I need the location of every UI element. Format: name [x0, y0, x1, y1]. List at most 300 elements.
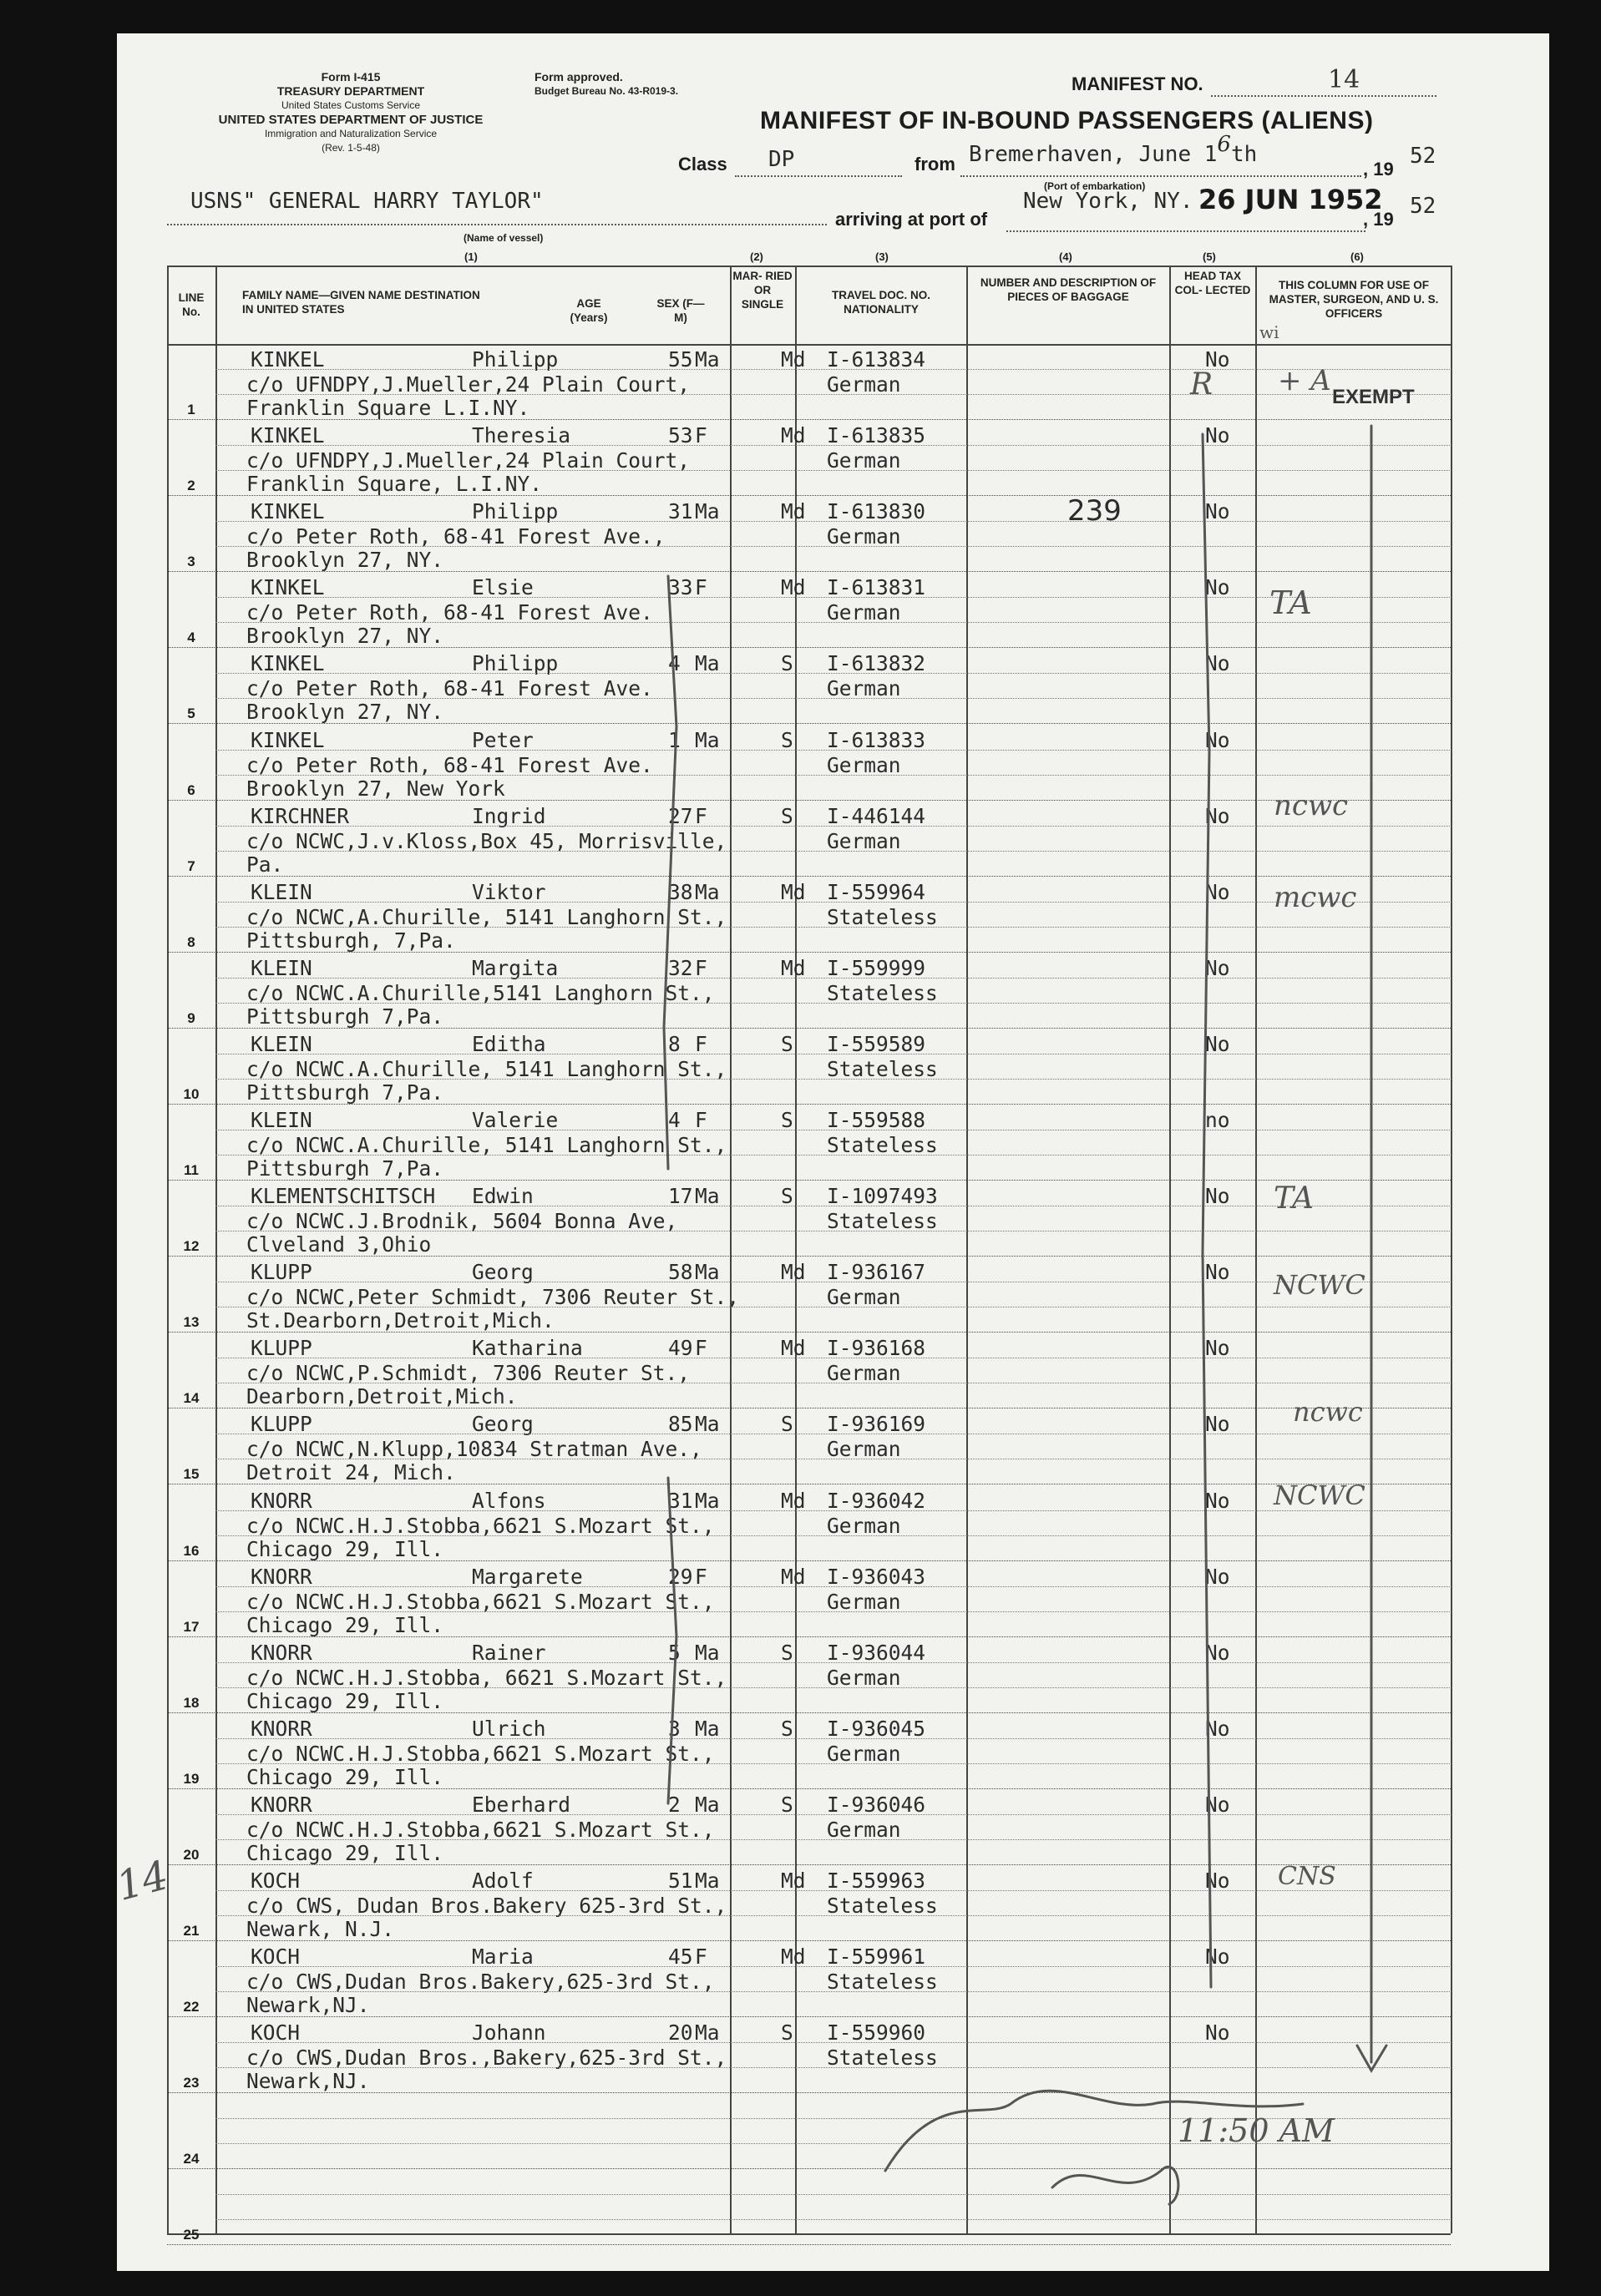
- row-travel-doc: I-559961: [827, 1945, 926, 1969]
- row-family-name: KLEIN: [251, 880, 312, 904]
- row-line-number: 2: [187, 478, 195, 493]
- row-family-name: KNORR: [251, 1565, 312, 1589]
- row-age: 38: [668, 880, 693, 904]
- row-nationality: German: [827, 1818, 901, 1842]
- row-marital-status: S: [781, 2020, 793, 2045]
- header-age: AGE (Years): [570, 297, 608, 324]
- row-age: 2: [668, 1793, 681, 1817]
- dept-treasury-sub: United States Customs Service: [281, 99, 421, 111]
- header-name-destination: FAMILY NAME—GIVEN NAME DESTINATION IN UNITED STATES: [242, 289, 480, 316]
- table-row: [167, 420, 1451, 496]
- row-address-line-1: c/o NCWC,N.Klupp,10834 Stratman Ave.,: [246, 1437, 702, 1461]
- table-row: [167, 1637, 1451, 1713]
- row-address-line-2: Pa.: [246, 852, 284, 877]
- row-age: 5: [668, 1641, 681, 1665]
- row-family-name: KLEIN: [251, 1032, 312, 1056]
- row-head-tax: no: [1205, 1108, 1230, 1132]
- row-line-number: 3: [187, 554, 195, 569]
- row-guide-line: [215, 394, 1452, 395]
- row-address-line-1: c/o NCWC,Peter Schmidt, 7306 Reuter St.,: [246, 1285, 740, 1309]
- table-row: [167, 344, 1451, 420]
- col-num-6: (6): [1350, 250, 1364, 263]
- ta-note-2: TA: [1269, 584, 1312, 621]
- year-suffix-1: 52: [1410, 144, 1436, 169]
- ncwc-note-5: NCWC: [1274, 1479, 1365, 1511]
- row-address-line-2: Chicago 29, Ill.: [246, 1613, 444, 1637]
- row-travel-doc: I-559589: [827, 1032, 926, 1056]
- row-age: 4: [668, 651, 681, 675]
- row-family-name: KNORR: [251, 1641, 312, 1665]
- row-nationality: German: [827, 676, 901, 700]
- col-num-4: (4): [1059, 250, 1072, 263]
- row-guide-line: [215, 1738, 1452, 1739]
- col-num-3: (3): [875, 250, 889, 263]
- row-given-name: Edwin: [472, 1184, 534, 1208]
- row-address-line-1: c/o NCWC.H.J.Stobba,6621 S.Mozart St.,: [246, 1590, 715, 1614]
- row-marital-status: Md: [781, 1336, 806, 1360]
- baggage-count: 239: [1067, 494, 1122, 528]
- table-row: [167, 1865, 1451, 1941]
- table-row: [167, 1789, 1451, 1865]
- row-marital-status: Md: [781, 575, 806, 599]
- row-address-line-1: c/o NCWC.J.Brodnik, 5604 Bonna Ave,: [246, 1209, 678, 1233]
- row-line-number: 17: [183, 1619, 200, 1635]
- row-sex: Ma: [695, 880, 720, 904]
- row-family-name: KLUPP: [251, 1412, 312, 1436]
- row-nationality: Stateless: [827, 981, 938, 1005]
- row-sex: Ma: [695, 1717, 720, 1741]
- header-married: MAR- RIED OR SINGLE: [732, 270, 793, 311]
- row-head-tax: No: [1205, 1032, 1230, 1056]
- row-age: 33: [668, 575, 693, 599]
- ncwc-note-3: NCWC: [1274, 1269, 1365, 1301]
- embarkation-port: [969, 132, 1258, 167]
- row-marital-status: Md: [781, 956, 806, 980]
- row-address-line-2: Chicago 29, Ill.: [246, 1765, 444, 1789]
- row-guide-line: [215, 1155, 1452, 1156]
- row-sex: Ma: [695, 1641, 720, 1665]
- row-nationality: Stateless: [827, 1894, 938, 1918]
- form-header-left: [167, 70, 535, 155]
- row-address-line-2: St.Dearborn,Detroit,Mich.: [246, 1308, 555, 1333]
- row-guide-line: [215, 2194, 1452, 2195]
- row-head-tax: No: [1205, 1412, 1230, 1436]
- row-address-line-2: Chicago 29, Ill.: [246, 1841, 444, 1865]
- row-given-name: Alfons: [472, 1489, 546, 1513]
- year-prefix-1: , 19: [1363, 159, 1394, 180]
- row-guide-line: [215, 1662, 1452, 1663]
- row-line-number: 8: [187, 934, 195, 950]
- ncwc-note-1: ncwc: [1274, 789, 1349, 822]
- row-line-number: 9: [187, 1010, 195, 1026]
- row-marital-status: S: [781, 1184, 793, 1208]
- row-age: 4: [668, 1108, 681, 1132]
- row-travel-doc: I-559588: [827, 1108, 926, 1132]
- row-age: 49: [668, 1336, 693, 1360]
- row-nationality: Stateless: [827, 1970, 938, 1994]
- table-row: [167, 953, 1451, 1029]
- row-age: 27: [668, 804, 693, 828]
- table-row: [167, 1713, 1451, 1789]
- row-given-name: Peter: [472, 728, 534, 752]
- row-head-tax: No: [1205, 1489, 1230, 1513]
- row-marital-status: Md: [781, 1260, 806, 1284]
- row-travel-doc: I-613833: [827, 728, 926, 752]
- row-nationality: German: [827, 1742, 901, 1766]
- row-family-name: KINKEL: [251, 575, 325, 599]
- row-head-tax: No: [1205, 1336, 1230, 1360]
- margin-14-note: 14: [111, 1852, 174, 1910]
- row-head-tax: No: [1205, 499, 1230, 523]
- row-address-line-2: Franklin Square L.I.NY.: [246, 396, 530, 420]
- row-head-tax: No: [1205, 1945, 1230, 1969]
- from-line: [960, 175, 1361, 177]
- row-address-line-1: c/o NCWC.H.J.Stobba, 6621 S.Mozart St.,: [246, 1666, 727, 1690]
- table-row: [167, 1333, 1451, 1408]
- row-sex: Ma: [695, 651, 720, 675]
- row-sex: Ma: [695, 728, 720, 752]
- row-address-line-2: Chicago 29, Ill.: [246, 1537, 444, 1561]
- ta-note-1: + A: [1278, 364, 1331, 397]
- row-nationality: German: [827, 1666, 901, 1690]
- row-marital-status: S: [781, 1032, 793, 1056]
- row-nationality: Stateless: [827, 2046, 938, 2070]
- row-guide-line: [215, 1003, 1452, 1004]
- row-guide-line: [215, 1966, 1452, 1967]
- row-guide-line: [215, 1611, 1452, 1612]
- row-head-tax: No: [1205, 347, 1230, 372]
- col-num-1: (1): [464, 250, 478, 263]
- row-line-number: 5: [187, 705, 195, 721]
- row-address-line-1: c/o CWS, Dudan Bros.Bakery 625-3rd St.,: [246, 1894, 727, 1918]
- row-address-line-1: c/o NCWC.A.Churille,5141 Langhorn St.,: [246, 981, 715, 1005]
- row-address-line-2: Newark,NJ.: [246, 1993, 370, 2017]
- row-age: 45: [668, 1945, 693, 1969]
- header-sex: SEX (F—M): [656, 297, 705, 324]
- row-sex: F: [695, 1336, 707, 1360]
- ncwc-note-2: mcwc: [1274, 881, 1357, 914]
- row-line-number: 11: [184, 1162, 199, 1178]
- row-family-name: KOCH: [251, 1869, 301, 1893]
- row-sex: F: [695, 956, 707, 980]
- row-address-line-2: Pittsburgh 7,Pa.: [246, 1004, 444, 1029]
- row-age: 8: [668, 1032, 681, 1056]
- row-guide-line: [215, 1586, 1452, 1587]
- col-num-5: (5): [1203, 250, 1216, 263]
- row-marital-status: S: [781, 1717, 793, 1741]
- row-marital-status: S: [781, 1412, 793, 1436]
- row-marital-status: Md: [781, 1945, 806, 1969]
- row-guide-line: [215, 978, 1452, 979]
- row-family-name: KOCH: [251, 1945, 301, 1969]
- class-line: [735, 175, 902, 177]
- table-row: [167, 877, 1451, 953]
- row-travel-doc: I-559999: [827, 956, 926, 980]
- row-guide-line: [215, 775, 1452, 776]
- row-marital-status: Md: [781, 880, 806, 904]
- row-age: 31: [668, 1489, 693, 1513]
- row-nationality: German: [827, 1285, 901, 1309]
- dept-justice-sub: Immigration and Naturalization Service: [264, 128, 438, 139]
- row-given-name: Philipp: [472, 499, 559, 523]
- row-address-line-1: c/o NCWC,A.Churille, 5141 Langhorn St.,: [246, 905, 727, 929]
- row-age: 53: [668, 423, 693, 448]
- row-head-tax: No: [1205, 1641, 1230, 1665]
- row-sex: F: [695, 575, 707, 599]
- row-address-line-1: c/o CWS,Dudan Bros.Bakery,625-3rd St.,: [246, 1970, 715, 1994]
- row-address-line-1: c/o NCWC.H.J.Stobba,6621 S.Mozart St.,: [246, 1514, 715, 1538]
- row-given-name: Editha: [472, 1032, 546, 1056]
- row-travel-doc: I-936044: [827, 1641, 926, 1665]
- row-address-line-2: Newark,NJ.: [246, 2069, 370, 2093]
- row-travel-doc: I-559964: [827, 880, 926, 904]
- year-suffix-2: 52: [1410, 194, 1436, 219]
- row-nationality: German: [827, 1361, 901, 1385]
- budget-bureau: Budget Bureau No. 43-R019-3.: [535, 85, 679, 97]
- row-travel-doc: I-936042: [827, 1489, 926, 1513]
- row-given-name: Philipp: [472, 651, 559, 675]
- embarkation-caption: (Port of embarkation): [1044, 180, 1146, 192]
- table-row: [167, 1485, 1451, 1561]
- row-line-number: 22: [183, 1999, 200, 2015]
- row-guide-line: [215, 673, 1452, 674]
- row-family-name: KLUPP: [251, 1260, 312, 1284]
- row-family-name: KINKEL: [251, 423, 325, 448]
- row-address-line-2: Brooklyn 27, NY.: [246, 624, 444, 648]
- row-nationality: German: [827, 753, 901, 777]
- row-head-tax: No: [1205, 651, 1230, 675]
- cws-note: CNS: [1278, 1862, 1336, 1891]
- embarkation-day-handwritten: 6: [1217, 132, 1231, 157]
- row-nationality: Stateless: [827, 905, 938, 929]
- row-marital-status: S: [781, 804, 793, 828]
- header-travel-doc: TRAVEL DOC. NO. NATIONALITY: [831, 289, 930, 316]
- row-marital-status: Md: [781, 423, 806, 448]
- row-age: 20: [668, 2020, 693, 2045]
- row-address-line-2: Dearborn,Detroit,Mich.: [246, 1384, 518, 1408]
- row-marital-status: S: [781, 1641, 793, 1665]
- row-marital-status: S: [781, 651, 793, 675]
- row-separator: [167, 2244, 1451, 2245]
- row-line-number: 12: [183, 1238, 200, 1254]
- table-row: [167, 1029, 1451, 1105]
- row-nationality: Stateless: [827, 1057, 938, 1081]
- row-travel-doc: I-936168: [827, 1336, 926, 1360]
- dept-justice: UNITED STATES DEPARTMENT OF JUSTICE: [218, 113, 484, 127]
- arrival-time-note: 11:50 AM: [1178, 2112, 1335, 2149]
- row-marital-status: Md: [781, 347, 806, 372]
- row-family-name: KINKEL: [251, 651, 325, 675]
- row-age: 29: [668, 1565, 693, 1589]
- row-guide-line: [215, 1079, 1452, 1080]
- row-family-name: KNORR: [251, 1793, 312, 1817]
- row-guide-line: [215, 1510, 1452, 1511]
- row-family-name: KLEIN: [251, 956, 312, 980]
- row-travel-doc: I-613835: [827, 423, 926, 448]
- row-sex: F: [695, 1945, 707, 1969]
- table-row: [167, 648, 1451, 724]
- row-sex: Ma: [695, 1412, 720, 1436]
- row-address-line-1: c/o NCWC.H.J.Stobba,6621 S.Mozart St.,: [246, 1818, 715, 1842]
- row-given-name: Ulrich: [472, 1717, 546, 1741]
- row-given-name: Georg: [472, 1412, 534, 1436]
- table-row: [167, 1257, 1451, 1333]
- row-sex: Ma: [695, 1184, 720, 1208]
- table-top-border: [167, 266, 1451, 267]
- row-given-name: Margarete: [472, 1565, 583, 1589]
- row-family-name: KLEIN: [251, 1108, 312, 1132]
- table-row: [167, 572, 1451, 648]
- manifest-title: MANIFEST OF IN-BOUND PASSENGERS (ALIENS): [760, 107, 1374, 134]
- row-sex: Ma: [695, 1793, 720, 1817]
- row-address-line-1: c/o Peter Roth, 68-41 Forest Ave.: [246, 753, 653, 777]
- row-address-line-1: c/o UFNDPY,J.Mueller,24 Plain Court,: [246, 372, 691, 397]
- row-nationality: German: [827, 1514, 901, 1538]
- vessel-line: [167, 224, 827, 225]
- row-guide-line: [215, 521, 1452, 522]
- row-head-tax: No: [1205, 1184, 1230, 1208]
- row-sex: Ma: [695, 1489, 720, 1513]
- row-line-number: 14: [183, 1390, 200, 1406]
- row-head-tax: No: [1205, 2020, 1230, 2045]
- row-guide-line: [215, 927, 1452, 928]
- row-nationality: Stateless: [827, 1209, 938, 1233]
- row-sex: F: [695, 1565, 707, 1589]
- row-nationality: German: [827, 448, 901, 473]
- row-family-name: KLEMENTSCHITSCH: [251, 1184, 436, 1208]
- row-guide-line: [215, 369, 1452, 370]
- row-age: 55: [668, 347, 693, 372]
- form-revision: (Rev. 1-5-48): [322, 142, 380, 154]
- arriving-label: arriving at port of: [835, 209, 988, 230]
- row-marital-status: Md: [781, 1489, 806, 1513]
- row-sex: F: [695, 804, 707, 828]
- row-address-line-1: c/o NCWC.A.Churille, 5141 Langhorn St.,: [246, 1057, 727, 1081]
- row-guide-line: [215, 546, 1452, 547]
- row-nationality: German: [827, 1437, 901, 1461]
- exempt-note: EXEMPT: [1332, 386, 1415, 408]
- row-head-tax: No: [1205, 1869, 1230, 1893]
- row-guide-line: [215, 851, 1452, 852]
- table-row: [167, 2017, 1451, 2093]
- ncwc-note-4: ncwc: [1293, 1396, 1363, 1428]
- row-address-line-1: c/o Peter Roth, 68-41 Forest Ave.,: [246, 524, 666, 549]
- row-nationality: Stateless: [827, 1133, 938, 1157]
- row-age: 58: [668, 1260, 693, 1284]
- row-travel-doc: I-936045: [827, 1717, 926, 1741]
- row-family-name: KIRCHNER: [251, 804, 350, 828]
- row-given-name: Margita: [472, 956, 559, 980]
- header-line-no: LINE No.: [178, 291, 205, 318]
- row-nationality: German: [827, 1590, 901, 1614]
- row-sex: Ma: [695, 2020, 720, 2045]
- row-line-number: 18: [183, 1695, 200, 1711]
- row-sex: F: [695, 1032, 707, 1056]
- row-line-number: 16: [183, 1543, 200, 1559]
- row-nationality: German: [827, 600, 901, 625]
- row-marital-status: S: [781, 1108, 793, 1132]
- manifest-no-value: 14: [1328, 65, 1360, 94]
- row-guide-line: [215, 698, 1452, 699]
- row-travel-doc: I-446144: [827, 804, 926, 828]
- row-age: 17: [668, 1184, 693, 1208]
- table-row: [167, 1561, 1451, 1637]
- row-sex: Ma: [695, 1869, 720, 1893]
- row-head-tax: No: [1205, 880, 1230, 904]
- row-address-line-2: Newark, N.J.: [246, 1917, 395, 1941]
- header-head-tax: HEAD TAX COL- LECTED: [1174, 270, 1251, 296]
- row-given-name: Adolf: [472, 1869, 534, 1893]
- row-guide-line: [215, 597, 1452, 598]
- form-approval: [535, 70, 752, 99]
- row-address-line-1: c/o CWS,Dudan Bros.,Bakery,625-3rd St.,: [246, 2046, 727, 2070]
- row-given-name: Rainer: [472, 1641, 546, 1665]
- from-label: from: [914, 154, 955, 174]
- row-travel-doc: I-936167: [827, 1260, 926, 1284]
- row-address-line-1: c/o NCWC.A.Churille, 5141 Langhorn St.,: [246, 1133, 727, 1157]
- row-address-line-2: Detroit 24, Mich.: [246, 1460, 456, 1484]
- row-head-tax: No: [1205, 728, 1230, 752]
- row-address-line-1: c/o NCWC,J.v.Kloss,Box 45, Morrisville,: [246, 829, 727, 853]
- row-address-line-1: c/o NCWC,P.Schmidt, 7306 Reuter St.,: [246, 1361, 691, 1385]
- row-sex: Ma: [695, 1260, 720, 1284]
- row-head-tax: No: [1205, 1793, 1230, 1817]
- row-address-line-2: Brooklyn 27, NY.: [246, 700, 444, 724]
- row-marital-status: S: [781, 728, 793, 752]
- row-family-name: KINKEL: [251, 347, 325, 372]
- row-guide-line: [215, 1535, 1452, 1536]
- row-address-line-2: Brooklyn 27, NY.: [246, 548, 444, 572]
- row-travel-doc: I-613830: [827, 499, 926, 523]
- row-guide-line: [215, 1763, 1452, 1764]
- row-guide-line: [215, 445, 1452, 446]
- row-guide-line: [215, 1814, 1452, 1815]
- row-guide-line: [215, 1915, 1452, 1916]
- vessel-name: USNS" GENERAL HARRY TAYLOR": [190, 189, 544, 214]
- row-travel-doc: I-613831: [827, 575, 926, 599]
- row-guide-line: [215, 902, 1452, 903]
- row-marital-status: Md: [781, 1565, 806, 1589]
- row-line-number: 4: [187, 630, 195, 645]
- row-travel-doc: I-936046: [827, 1793, 926, 1817]
- row-sex: F: [695, 423, 707, 448]
- table-row: [167, 2169, 1451, 2245]
- row-nationality: German: [827, 524, 901, 549]
- row-age: 85: [668, 1412, 693, 1436]
- embarkation-day-suffix: th: [1230, 142, 1258, 167]
- row-address-line-2: Chicago 29, Ill.: [246, 1689, 444, 1713]
- year-prefix-2: , 19: [1363, 209, 1394, 230]
- table-row: [167, 1941, 1451, 2017]
- table-right-border: [1451, 266, 1452, 2233]
- row-address-line-1: c/o Peter Roth, 68-41 Forest Ave.: [246, 600, 653, 625]
- row-address-line-2: Franklin Square, L.I.NY.: [246, 472, 543, 496]
- row-guide-line: [215, 750, 1452, 751]
- row-age: 31: [668, 499, 693, 523]
- row-address-line-2: Pittsburgh, 7,Pa.: [246, 928, 456, 953]
- row-given-name: Elsie: [472, 575, 534, 599]
- row-address-line-2: Brooklyn 27, New York: [246, 776, 505, 801]
- row-family-name: KOCH: [251, 2020, 301, 2045]
- row-given-name: Ingrid: [472, 804, 546, 828]
- row-head-tax: No: [1205, 1260, 1230, 1284]
- row-address-line-2: Pittsburgh 7,Pa.: [246, 1080, 444, 1105]
- row-sex: F: [695, 1108, 707, 1132]
- row-head-tax: No: [1205, 423, 1230, 448]
- row-address-line-1: c/o Peter Roth, 68-41 Forest Ave.: [246, 676, 653, 700]
- row-guide-line: [215, 470, 1452, 471]
- arrival-date-stamp: 26 JUN 1952: [1198, 184, 1383, 215]
